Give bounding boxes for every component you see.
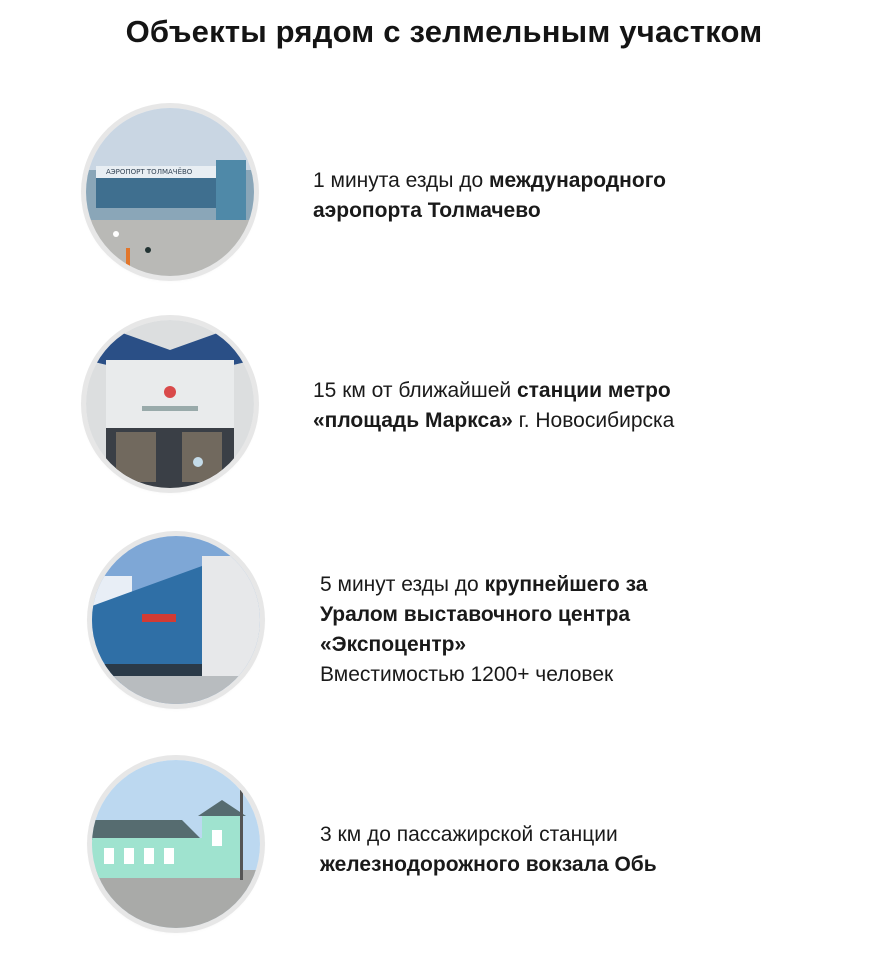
- expo-center-photo-icon: [92, 536, 260, 704]
- railway-station-photo-icon: [92, 760, 260, 928]
- list-item-expo: [0, 536, 888, 706]
- list-item-metro: [0, 320, 888, 490]
- item-text: 1 минута езды до международного аэропорта Толмачево: [313, 169, 666, 222]
- list-item-railway: [0, 760, 888, 930]
- item-text: 3 км до пассажирской станции железнодорожного вокзала Обь: [320, 823, 657, 876]
- item-text: 15 км от ближайшей станции метро «площадь Маркса» г. Новосибирска: [313, 379, 675, 432]
- airport-photo-icon: [86, 108, 254, 276]
- item-text: 5 минут езды до крупнейшего за Уралом выставочного центра «Экспоцентр» Вместимостью 1200+ человек: [320, 573, 648, 686]
- metro-station-photo-icon: [86, 320, 254, 488]
- page-title: Объекты рядом с зелмельным участком: [125, 14, 763, 49]
- list-item-airport: [0, 108, 888, 278]
- svg-text:АЭРОПОРТ ТОЛМАЧЁВО: АЭРОПОРТ ТОЛМАЧЁВО: [106, 168, 193, 176]
